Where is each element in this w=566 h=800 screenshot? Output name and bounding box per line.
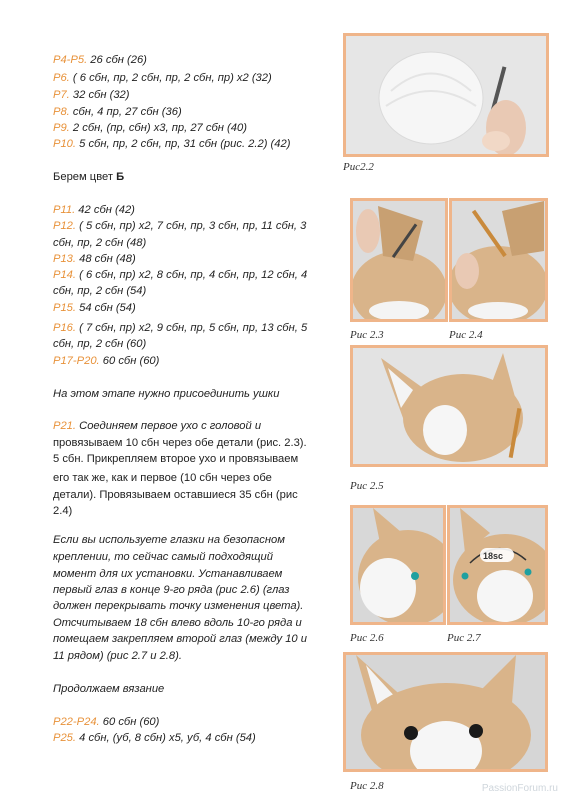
eye-count-image: [450, 508, 545, 622]
eyes-line: первый глаз в конце 9-го ряда (рис 2.6) (глаз: [53, 584, 290, 596]
head-with-eyes-image: [346, 655, 545, 769]
r21-line: 2.4): [53, 505, 73, 517]
watermark: PassionForum.ru: [481, 783, 558, 794]
caption-fig-2-5: Рис 2.5: [350, 480, 384, 492]
caption-fig-2-6: Рис 2.6: [350, 632, 384, 644]
row-line: сбн, пр, 2 сбн (54): [53, 285, 147, 297]
photo-fig-2-8: [343, 652, 548, 772]
row-line: Р12. ( 5 сбн, пр) x2, 7 сбн, пр, 3 сбн, пр, 11 сбн, 3: [53, 220, 307, 232]
row-line: Р16. ( 7 сбн, пр) x2, 9 сбн, пр, 5 сбн, пр, 13 сбн, 5: [53, 322, 308, 334]
row-line: Р9. 2 сбн, (пр, сбн) x3, пр, 27 сбн (40): [53, 122, 247, 134]
row-line: сбн, пр, 2 сбн (48): [53, 237, 147, 249]
caption-fig-2-2: Рис2.2: [343, 161, 374, 173]
eyes-line: креплении, то сейчас самый подходящий: [53, 551, 273, 563]
photo-fig-2-7: [447, 505, 548, 625]
eyes-line: момент для их установки. Устанавливаем: [53, 568, 283, 580]
r21-line: детали). Провязываем оставшиеся 35 сбн (рис: [53, 489, 298, 501]
eyes-line: помещаем закрепляем второй глаз (между 10 и: [53, 633, 307, 645]
r21-line: его так же, как и первое (10 сбн через обе: [53, 472, 272, 484]
row-line: Р4-Р5. 26 сбн (26): [53, 54, 147, 66]
caption-fig-2-7: Рис 2.7: [447, 632, 481, 644]
row-line: Р7. 32 сбн (32): [53, 89, 130, 101]
row-line: Р6. ( 6 сбн, пр, 2 сбн, пр, 2 сбн, пр) x2 (32): [53, 72, 272, 84]
caption-fig-2-4: Рис 2.4: [449, 329, 483, 341]
row-line: Р13. 48 сбн (48): [53, 253, 136, 265]
row-line: Р11. 42 сбн (42): [53, 204, 135, 216]
stitch-count-badge: 18sc: [483, 551, 504, 561]
r21-line: провязываем 10 сбн через обе детали (рис. 2.3).: [53, 437, 307, 449]
photo-fig-2-2: [343, 33, 549, 157]
ear-attach-image: [353, 201, 445, 319]
eyes-line: 11 рядом) (рис 2.7 и 2.8).: [53, 650, 182, 662]
caption-fig-2-3: Рис 2.3: [350, 329, 384, 341]
eyes-line: Отсчитываем 18 сбн влево вдоль 10-го ряда и: [53, 617, 302, 629]
head-with-ears-image: [353, 348, 545, 464]
row-line: Р15. 54 сбн (54): [53, 302, 136, 314]
photo-fig-2-6: [350, 505, 446, 625]
eye-placement-image: [353, 508, 443, 622]
ears-note: На этом этапе нужно присоединить ушки: [53, 388, 280, 400]
crochet-head-image: [346, 36, 546, 154]
continue-note: Продолжаем вязание: [53, 683, 165, 695]
color-note: Берем цвет Б: [53, 171, 125, 183]
row-line: Р10. 5 сбн, пр, 2 сбн, пр, 31 сбн (рис. 2.2) (42): [53, 138, 291, 150]
caption-fig-2-8: Рис 2.8: [350, 780, 384, 792]
photo-fig-2-3: [350, 198, 448, 322]
eyes-line: должен перекрывать точку изменения цвета).: [53, 600, 304, 612]
row-line: Р8. сбн, 4 пр, 27 сбн (36): [53, 106, 182, 118]
row-line: Р14. ( 6 сбн, пр) x2, 8 сбн, пр, 4 сбн, пр, 12 сбн, 4: [53, 269, 308, 281]
photo-fig-2-4: [449, 198, 548, 322]
row-line: Р17-Р20. 60 сбн (60): [53, 355, 160, 367]
row-line: сбн, пр, 2 сбн (60): [53, 338, 147, 350]
photo-fig-2-5: [350, 345, 548, 467]
eyes-line: Если вы используете глазки на безопасном: [53, 534, 285, 546]
r21-line: Р21. Соединяем первое ухо с головой и: [53, 420, 262, 432]
ear-attach-image: [452, 201, 545, 319]
row-line: Р22-Р24. 60 сбн (60): [53, 716, 160, 728]
row-line: Р25. 4 сбн, (уб, 8 сбн) x5, уб, 4 сбн (54): [53, 732, 256, 744]
r21-line: 5 сбн. Прикрепляем второе ухо и провязываем: [53, 453, 299, 465]
